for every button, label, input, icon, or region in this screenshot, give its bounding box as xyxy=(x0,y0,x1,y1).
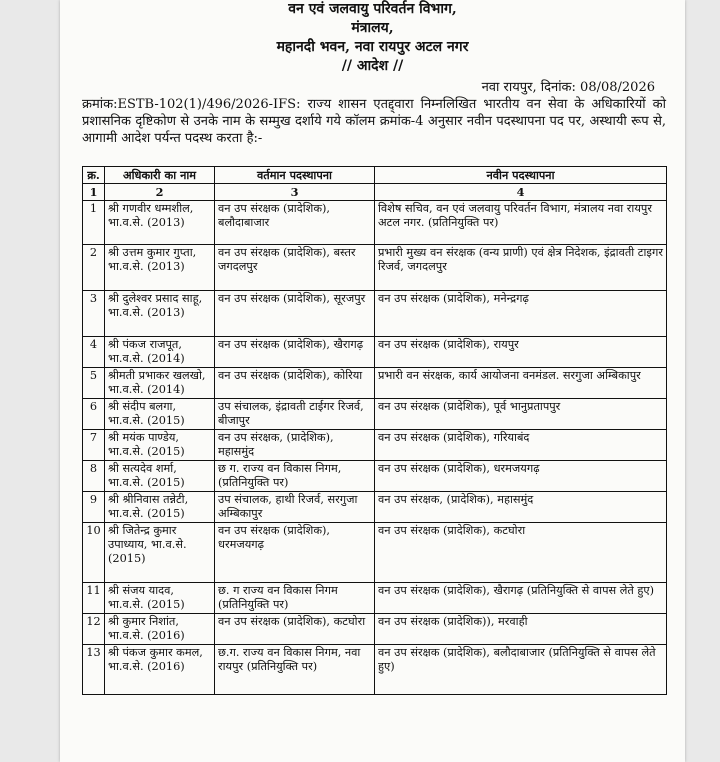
table-row xyxy=(83,614,667,645)
new-posting: प्रभारी मुख्य वन संरक्षक (वन्य प्राणी) एवं क्षेत्र निदेशक, इंद्रावती टाइगर रिजर्व, जगदलपुर xyxy=(375,245,667,291)
officer-name: श्री दुलेश्वर प्रसाद साहू, भा.व.से. (2013) xyxy=(105,291,215,337)
table-row xyxy=(83,291,667,337)
new-posting: वन उप संरक्षक (प्रादेशिक), बलौदाबाजार (प्रतिनियुक्ति से वापस लेते हुए) xyxy=(375,645,667,695)
current-posting: छ.ग. राज्य वन विकास निगम, नवा रायपुर (प्रतिनियुक्ति पर) xyxy=(215,645,375,695)
officer-name: श्रीमती प्रभाकर खलखो, भा.व.से. (2014) xyxy=(105,368,215,399)
serial-number: 8 xyxy=(83,461,105,492)
new-posting: वन उप संरक्षक (प्रादेशिक), खैरागढ़ (प्रतिनियुक्ति से वापस लेते हुए) xyxy=(375,583,667,614)
officer-name: श्री श्रीनिवास तन्नेटी, भा.व.से. (2015) xyxy=(105,492,215,523)
officer-name: श्री उत्तम कुमार गुप्ता, भा.व.से. (2013) xyxy=(105,245,215,291)
officer-name: श्री संदीप बलगा, भा.व.से. (2015) xyxy=(105,399,215,430)
table-row xyxy=(83,201,667,245)
column-number: 1 xyxy=(83,184,105,201)
officer-name: श्री गणवीर धम्मशील, भा.व.से. (2013) xyxy=(105,201,215,245)
officer-name: श्री मयंक पाण्डेय, भा.व.से. (2015) xyxy=(105,430,215,461)
table-row xyxy=(83,492,667,523)
serial-number: 11 xyxy=(83,583,105,614)
table-row xyxy=(83,645,667,695)
table-row xyxy=(83,430,667,461)
table-row xyxy=(83,245,667,291)
table-row xyxy=(83,368,667,399)
serial-number: 9 xyxy=(83,492,105,523)
current-posting: वन उप संरक्षक (प्रादेशिक), धरमजयगढ़ xyxy=(215,523,375,583)
current-posting: वन उप संरक्षक (प्रादेशिक), सूरजपुर xyxy=(215,291,375,337)
table-body xyxy=(83,201,667,695)
new-posting: वन उप संरक्षक (प्रादेशिक), गरियाबंद xyxy=(375,430,667,461)
new-posting: वन उप संरक्षक, (प्रादेशिक), महासमुंद xyxy=(375,492,667,523)
current-posting: वन उप संरक्षक (प्रादेशिक), कटघोरा xyxy=(215,614,375,645)
table-header-row xyxy=(83,167,667,184)
current-posting: छ ग. राज्य वन विकास निगम, (प्रतिनियुक्ति पर) xyxy=(215,461,375,492)
new-posting: विशेष सचिव, वन एवं जलवायु परिवर्तन विभाग, मंत्रालय नवा रायपुर अटल नगर. (प्रतिनियुक्ति पर) xyxy=(375,201,667,245)
table-row xyxy=(83,583,667,614)
officer-name: श्री संजय यादव, भा.व.से. (2015) xyxy=(105,583,215,614)
document-page xyxy=(60,0,685,762)
current-posting: उप संचालक, इंद्रावती टाईगर रिजर्व, बीजापुर xyxy=(215,399,375,430)
document-header xyxy=(60,0,685,76)
serial-number: 10 xyxy=(83,523,105,583)
new-posting: वन उप संरक्षक (प्रादेशिक), रायपुर xyxy=(375,337,667,368)
current-posting: वन उप संरक्षक (प्रादेशिक), कोरिया xyxy=(215,368,375,399)
officer-name: श्री पंकज कुमार कमल, भा.व.से. (2016) xyxy=(105,645,215,695)
ministry-name: मंत्रालय, xyxy=(351,20,394,36)
new-posting: वन उप संरक्षक (प्रादेशिक), धरमजयगढ़ xyxy=(375,461,667,492)
new-posting: प्रभारी वन संरक्षक, कार्य आयोजना वनमंडल. सरगुजा अम्बिकापुर xyxy=(375,368,667,399)
serial-number: 1 xyxy=(83,201,105,245)
new-posting: वन उप संरक्षक (प्रादेशिक), पूर्व भानुप्रतापपुर xyxy=(375,399,667,430)
serial-number: 3 xyxy=(83,291,105,337)
serial-number: 12 xyxy=(83,614,105,645)
serial-number: 2 xyxy=(83,245,105,291)
serial-number: 7 xyxy=(83,430,105,461)
table-row xyxy=(83,399,667,430)
table-row xyxy=(83,337,667,368)
order-heading: // आदेश // xyxy=(341,58,404,74)
serial-number: 6 xyxy=(83,399,105,430)
new-posting: वन उप संरक्षक (प्रादेशिक)), मरवाही xyxy=(375,614,667,645)
column-header: अधिकारी का नाम xyxy=(105,167,215,184)
order-date: नवा रायपुर, दिनांक: 08/08/2026 xyxy=(481,80,655,95)
new-posting: वन उप संरक्षक (प्रादेशिक), कटघोरा xyxy=(375,523,667,583)
department-name: वन एवं जलवायु परिवर्तन विभाग, xyxy=(288,1,457,17)
serial-number: 13 xyxy=(83,645,105,695)
order-text: क्रमांक:ESTB-102(1)/496/2026-IFS: राज्य शासन एतद्द्वारा निम्नलिखित भारतीय वन सेवा के अधिकारियों को प्रशासनिक दृष्टिकोण से उनके नाम के सम्मुख दर्शाये गये कॉलम क्रमांक-4 अनुसार नवीन पदस्थापना पद पर, अस्थायी रूप से, आगामी आदेश पर्यन्त पदस्थ करता है:- xyxy=(82,97,666,146)
column-number-row xyxy=(83,184,667,201)
serial-number: 4 xyxy=(83,337,105,368)
serial-number: 5 xyxy=(83,368,105,399)
column-number: 4 xyxy=(375,184,667,201)
posting-table xyxy=(82,166,667,695)
current-posting: उप संचालक, हाथी रिजर्व, सरगुजा अम्बिकापुर xyxy=(215,492,375,523)
current-posting: वन उप संरक्षक (प्रादेशिक), बस्तर जगदलपुर xyxy=(215,245,375,291)
officer-name: श्री पंकज राजपूत, भा.व.से. (2014) xyxy=(105,337,215,368)
officer-name: श्री कुमार निशांत, भा.व.से. (2016) xyxy=(105,614,215,645)
column-number: 2 xyxy=(105,184,215,201)
column-number: 3 xyxy=(215,184,375,201)
current-posting: वन उप संरक्षक (प्रादेशिक), खैरागढ़ xyxy=(215,337,375,368)
table-row xyxy=(83,461,667,492)
column-header: क्र. xyxy=(83,167,105,184)
current-posting: वन उप संरक्षक (प्रादेशिक), बलौदाबाजार xyxy=(215,201,375,245)
new-posting: वन उप संरक्षक (प्रादेशिक), मनेन्द्रगढ़ xyxy=(375,291,667,337)
current-posting: वन उप संरक्षक, (प्रादेशिक), महासमुंद xyxy=(215,430,375,461)
officer-name: श्री जितेन्द्र कुमार उपाध्याय, भा.व.से. (2015) xyxy=(105,523,215,583)
current-posting: छ. ग राज्य वन विकास निगम (प्रतिनियुक्ति पर) xyxy=(215,583,375,614)
table-row xyxy=(83,523,667,583)
column-header: नवीन पदस्थापना xyxy=(375,167,667,184)
column-header: वर्तमान पदस्थापना xyxy=(215,167,375,184)
office-address: महानदी भवन, नवा रायपुर अटल नगर xyxy=(276,39,469,55)
officer-name: श्री सत्यदेव शर्मा, भा.व.से. (2015) xyxy=(105,461,215,492)
